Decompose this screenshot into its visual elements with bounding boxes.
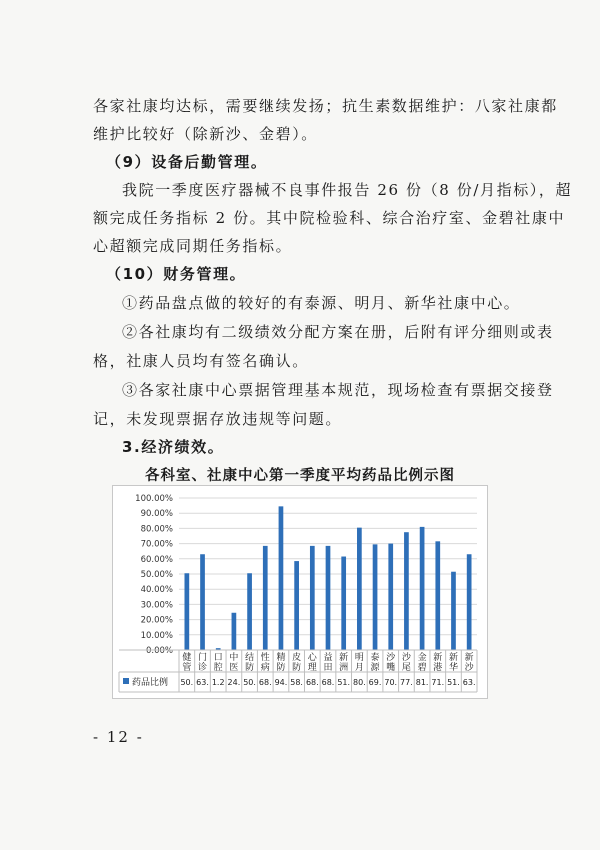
bar	[326, 546, 331, 650]
paragraph-line: 我院一季度医疗器械不良事件报告 26 份（8 份/月指标），超	[122, 181, 573, 199]
x-tick-label: 新	[433, 653, 443, 663]
data-label: 94.	[274, 678, 288, 687]
data-label: 71.	[431, 678, 445, 687]
x-tick-label: 洲	[339, 663, 349, 673]
bar	[341, 557, 346, 650]
x-tick-label: 金	[417, 653, 427, 663]
bar-chart	[113, 486, 487, 698]
data-label: 68.	[321, 678, 335, 687]
legend-label: 药品比例	[132, 678, 169, 688]
x-tick-label: 源	[370, 663, 380, 673]
y-tick-label: 30.00%	[140, 600, 173, 611]
y-tick-label: 20.00%	[140, 615, 173, 626]
x-tick-label: 明	[354, 653, 364, 663]
x-tick-label: 性	[260, 653, 270, 663]
bar	[404, 532, 409, 650]
x-tick-label: 精	[276, 653, 286, 663]
data-label: 50.	[180, 678, 194, 687]
paragraph-line: 额完成任务指标 2 份。其中院检验科、综合治疗室、金碧社康中	[93, 209, 566, 227]
y-tick-label: 40.00%	[140, 585, 173, 596]
y-tick-label: 100.00%	[135, 494, 173, 504]
paragraph-line: ①药品盘点做的较好的有泰源、明月、新华社康中心。	[122, 294, 521, 312]
x-tick-label: 碧	[417, 663, 427, 673]
bar	[388, 544, 393, 650]
bar	[420, 527, 425, 650]
data-label: 81.	[415, 678, 429, 687]
data-label: 63.	[196, 678, 209, 687]
y-tick-label: 0.00%	[145, 646, 173, 656]
bar	[200, 554, 205, 650]
paragraph-line: ②各社康均有二级绩效分配方案在册，后附有评分细则或表	[122, 323, 554, 341]
bar	[294, 561, 299, 650]
x-tick-label: 口	[213, 653, 223, 663]
paragraph-line: 维护比较好（除新沙、金碧）。	[93, 125, 318, 143]
data-label: 51.	[337, 678, 351, 687]
paragraph-line: 格，社康人员均有签名确认。	[93, 352, 309, 370]
x-tick-label: 门	[198, 653, 208, 663]
x-tick-label: 新	[448, 653, 458, 663]
bar	[279, 506, 284, 650]
section-heading: （10）财务管理。	[106, 265, 247, 283]
data-label: 70.	[384, 678, 398, 687]
y-tick-label: 70.00%	[140, 539, 173, 550]
x-tick-label: 诊	[198, 663, 208, 673]
x-tick-label: 月	[354, 663, 364, 673]
x-tick-label: 皮	[292, 653, 302, 663]
x-tick-label: 心	[307, 653, 317, 663]
x-tick-label: 中	[229, 653, 239, 663]
y-tick-label: 80.00%	[140, 524, 173, 535]
y-tick-label: 60.00%	[140, 554, 173, 565]
bar	[247, 573, 252, 650]
y-tick-label: 50.00%	[140, 570, 173, 580]
bar	[435, 541, 440, 650]
x-tick-label: 田	[323, 663, 333, 673]
section-heading: （9）设备后勤管理。	[106, 153, 268, 171]
x-tick-label: 益	[323, 653, 333, 663]
bar	[232, 613, 237, 650]
x-tick-label: 沙	[386, 653, 396, 663]
x-tick-label: 防	[245, 663, 255, 673]
bar	[467, 554, 472, 650]
x-tick-label: 新	[339, 653, 349, 663]
x-tick-label: 嘴	[386, 663, 396, 673]
data-label: 77.	[400, 678, 413, 687]
data-label: 50.	[243, 678, 256, 687]
y-tick-label: 90.00%	[140, 509, 173, 520]
data-label: 24.	[227, 678, 241, 687]
x-tick-label: 结	[245, 653, 255, 663]
data-label: 1.2	[211, 678, 225, 687]
x-tick-label: 沙	[401, 653, 411, 663]
page-number: - 12 -	[93, 728, 144, 746]
bar	[310, 546, 315, 650]
data-label: 80.	[353, 678, 366, 687]
x-tick-label: 沙	[464, 663, 474, 673]
x-tick-label: 新	[464, 653, 474, 663]
paragraph-line: 心超额完成同期任务指标。	[93, 237, 293, 255]
x-tick-label: 防	[292, 663, 302, 673]
x-tick-label: 理	[307, 663, 317, 673]
x-tick-label: 泰	[370, 653, 380, 663]
x-tick-label: 病	[260, 663, 270, 673]
x-tick-label: 华	[448, 663, 458, 673]
bar	[357, 528, 362, 650]
x-tick-label: 健	[182, 653, 192, 663]
paragraph-line: 记，未发现票据存放违规等问题。	[93, 410, 343, 428]
legend-swatch	[123, 678, 129, 684]
bar	[263, 546, 268, 650]
y-tick-label: 10.00%	[140, 630, 173, 641]
x-tick-label: 尾	[401, 663, 411, 673]
bar	[184, 573, 189, 650]
data-label: 69.	[368, 678, 382, 687]
chart-title: 各科室、社康中心第一季度平均药品比例示图	[145, 468, 455, 484]
section-heading: 3.经济绩效。	[122, 438, 225, 456]
x-tick-label: 腔	[213, 663, 223, 673]
paragraph-line: 各家社康均达标，需要继续发扬；抗生素数据维护：八家社康都	[93, 97, 558, 115]
data-label: 68.	[305, 678, 319, 687]
x-tick-label: 港	[433, 663, 443, 673]
chart-frame	[112, 485, 488, 699]
data-label: 68.	[258, 678, 272, 687]
data-label: 58.	[290, 678, 303, 687]
data-label: 51.	[447, 678, 460, 687]
x-tick-label: 管	[182, 663, 192, 673]
x-tick-label: 医	[229, 663, 239, 673]
bar	[373, 544, 378, 650]
bar	[451, 572, 456, 650]
data-label: 63.	[462, 678, 476, 687]
paragraph-line: ③各家社康中心票据管理基本规范，现场检查有票据交接登	[122, 381, 554, 399]
x-tick-label: 防	[276, 663, 286, 673]
